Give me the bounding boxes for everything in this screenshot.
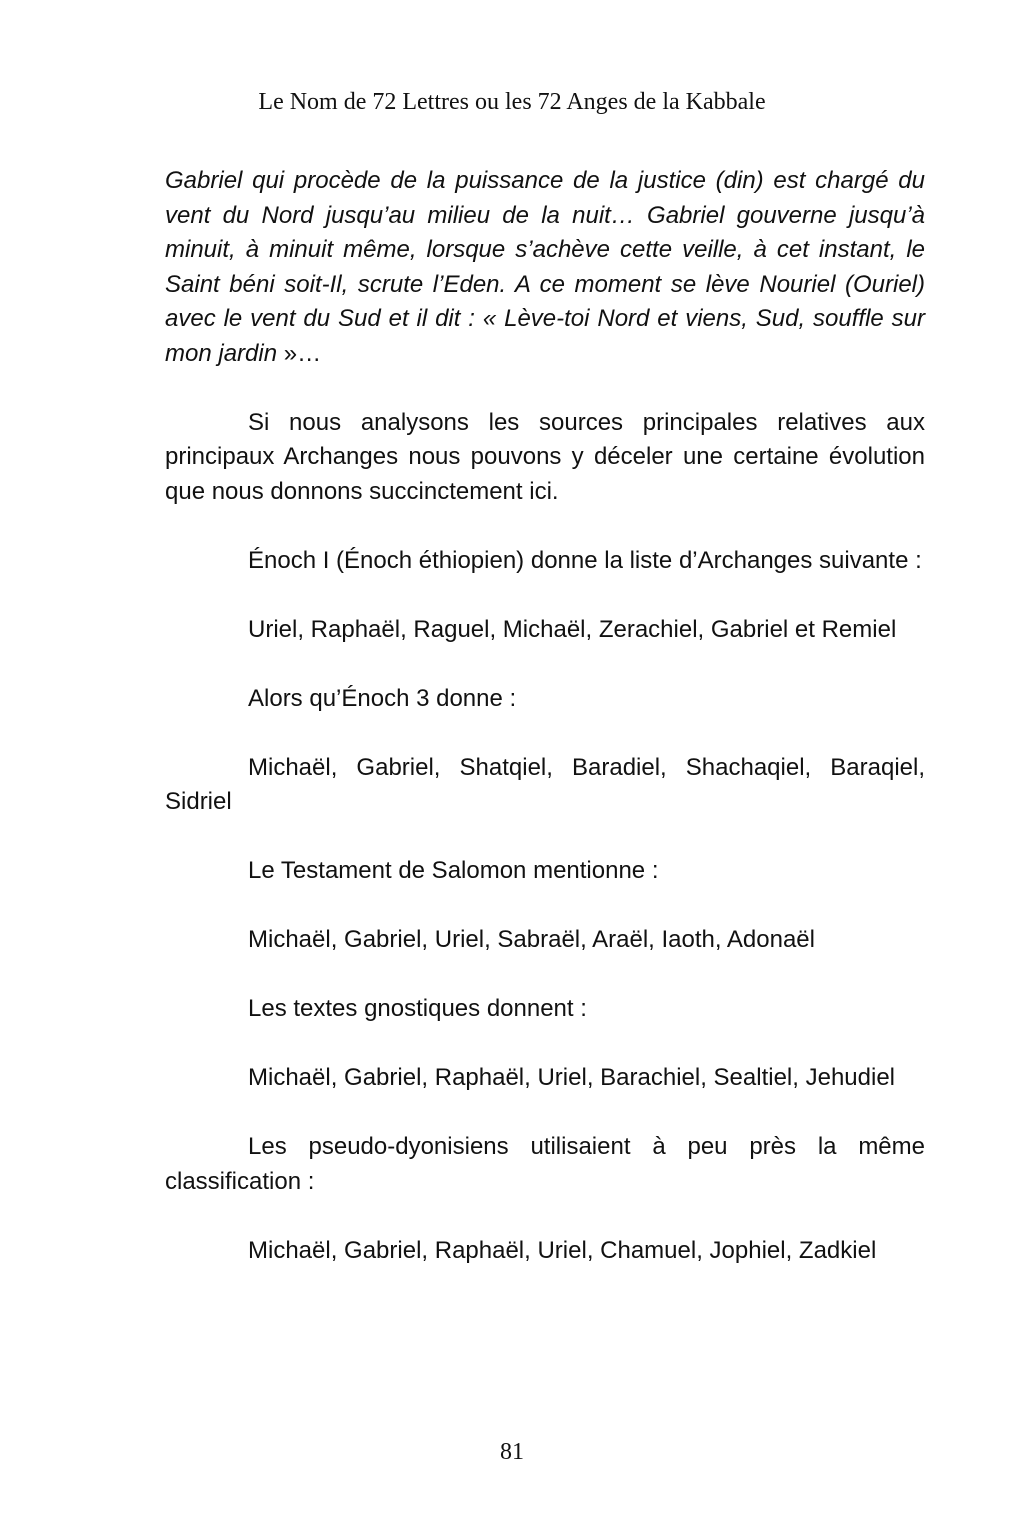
- quote-text: Gabriel qui procède de la puissance de la justice (din) est chargé du vent du Nord jusqu’au milieu de la nuit… Gabriel gouverne jusqu’à minuit, à minuit même, lorsque s’achève cette veille, à cet instant, le Saint béni soit-Il, scrute l’Eden. A ce moment se lève Nouriel (Ouriel) avec le vent du Sud et il dit : « Lève-toi Nord et viens, Sud, souffle sur mon jardin: [165, 167, 925, 367]
- paragraph-enoch-1-list: Uriel, Raphaël, Raguel, Michaël, Zerachiel, Gabriel et Remiel: [248, 615, 897, 643]
- paragraph-pseudo-dionysian-intro: Les pseudo-dyonisiens utilisaient à peu près la même classification :: [165, 1133, 925, 1195]
- italic-quote-paragraph: [165, 164, 925, 371]
- paragraph-enoch-3-intro: Alors qu’Énoch 3 donne :: [248, 684, 517, 712]
- paragraph-salomon-intro: Le Testament de Salomon mentionne :: [248, 857, 659, 884]
- paragraph-enoch-3-list: Michaël, Gabriel, Shatqiel, Baradiel, Shachaqiel, Baraqiel, Sidriel: [165, 753, 925, 815]
- paragraph-pseudo-dionysian-list: Michaël, Gabriel, Raphaël, Uriel, Chamuel, Jophiel, Zadkiel: [248, 1236, 877, 1264]
- paragraph-gnostic-list: Michaël, Gabriel, Raphaël, Uriel, Barachiel, Sealtiel, Jehudiel: [248, 1064, 895, 1091]
- paragraph-enoch-1-intro: Énoch I (Énoch éthiopien) donne la liste d’Archanges suivante :: [248, 546, 922, 574]
- quote-closing: »…: [277, 339, 322, 367]
- paragraph-sources-analysis: Si nous analysons les sources principales relatives aux principaux Archanges nous pouvons y déceler une certaine évolution que nous donnons succinctement ici.: [165, 408, 925, 505]
- paragraph-gnostic-intro: Les textes gnostiques donnent :: [248, 995, 587, 1022]
- paragraph-salomon-list: Michaël, Gabriel, Uriel, Sabraël, Araël, Iaoth, Adonaël: [248, 926, 815, 953]
- page-number: 81: [500, 1439, 524, 1465]
- running-header: Le Nom de 72 Lettres ou les 72 Anges de la Kabbale: [258, 89, 766, 115]
- page-body: [165, 164, 925, 1303]
